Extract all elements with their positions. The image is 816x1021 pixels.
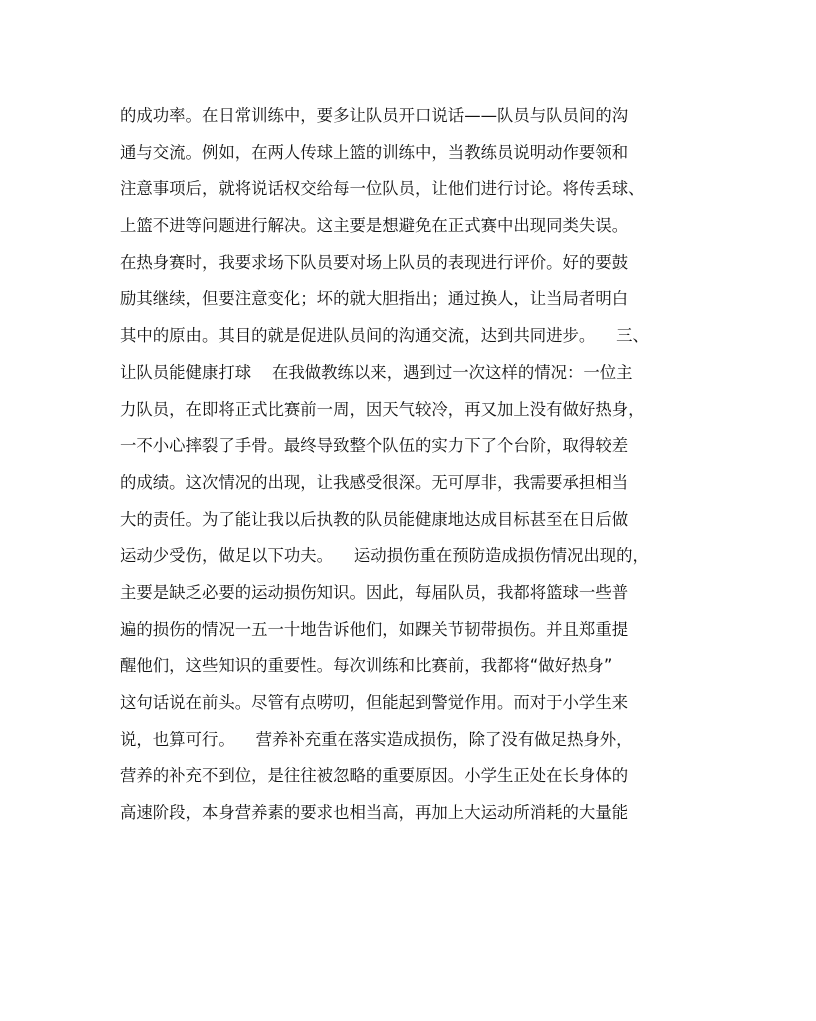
text-line: 说，也算可行。 营养补充重在落实造成损伤，除了没有做足热身外， [120, 729, 633, 749]
text-line: 让队员能健康打球 在我做教练以来，遇到过一次这样的情况：一位主 [120, 362, 633, 382]
text-line: 一不小心摔裂了手骨。最终导致整个队伍的实力下了个台阶，取得较差 [120, 436, 629, 456]
text-line: 遍的损伤的情况一五一十地告诉他们，如踝关节韧带损伤。并且郑重提 [120, 619, 629, 639]
text-line: 的成绩。这次情况的出现，让我感受很深。无可厚非，我需要承担相当 [120, 472, 629, 492]
text-line: 注意事项后，就将说话权交给每一位队员，让他们进行讨论。将传丢球、 [120, 179, 645, 199]
text-line: 高速阶段，本身营养素的要求也相当高，再加上大运动所消耗的大量能 [120, 803, 629, 823]
text-line: 主要是缺乏必要的运动损伤知识。因此，每届队员，我都将篮球一些普 [120, 582, 629, 602]
text-line: 醒他们，这些知识的重要性。每次训练和比赛前，我都将“做好热身” [120, 656, 613, 676]
text-line: 通与交流。例如，在两人传球上篮的训练中，当教练员说明动作要领和 [120, 142, 629, 162]
text-line: 大的责任。为了能让我以后执教的队员能健康地达成目标甚至在日后做 [120, 509, 629, 529]
text-line: 上篮不进等问题进行解决。这主要是想避免在正式赛中出现同类失误。 [120, 216, 629, 236]
body-text [120, 103, 700, 837]
text-line: 的成功率。在日常训练中，要多让队员开口说话——队员与队员间的沟 [120, 106, 629, 125]
text-line: 力队员，在即将正式比赛前一周，因天气较冷，再又加上没有做好热身， [120, 399, 645, 419]
text-line: 运动少受伤，做足以下功夫。 运动损伤重在预防造成损伤情况出现的， [120, 546, 649, 566]
text-line: 在热身赛时，我要求场下队员要对场上队员的表现进行评价。好的要鼓 [120, 252, 629, 272]
text-line: 营养的补充不到位，是往往被忽略的重要原因。小学生正处在长身体的 [120, 766, 629, 786]
text-line: 其中的原由。其目的就是促进队员间的沟通交流，达到共同进步。 三、 [120, 326, 649, 346]
text-line: 励其继续，但要注意变化；坏的就大胆指出；通过换人，让当局者明白 [120, 289, 629, 309]
text-line: 这句话说在前头。尽管有点唠叨，但能起到警觉作用。而对于小学生来 [120, 693, 629, 712]
